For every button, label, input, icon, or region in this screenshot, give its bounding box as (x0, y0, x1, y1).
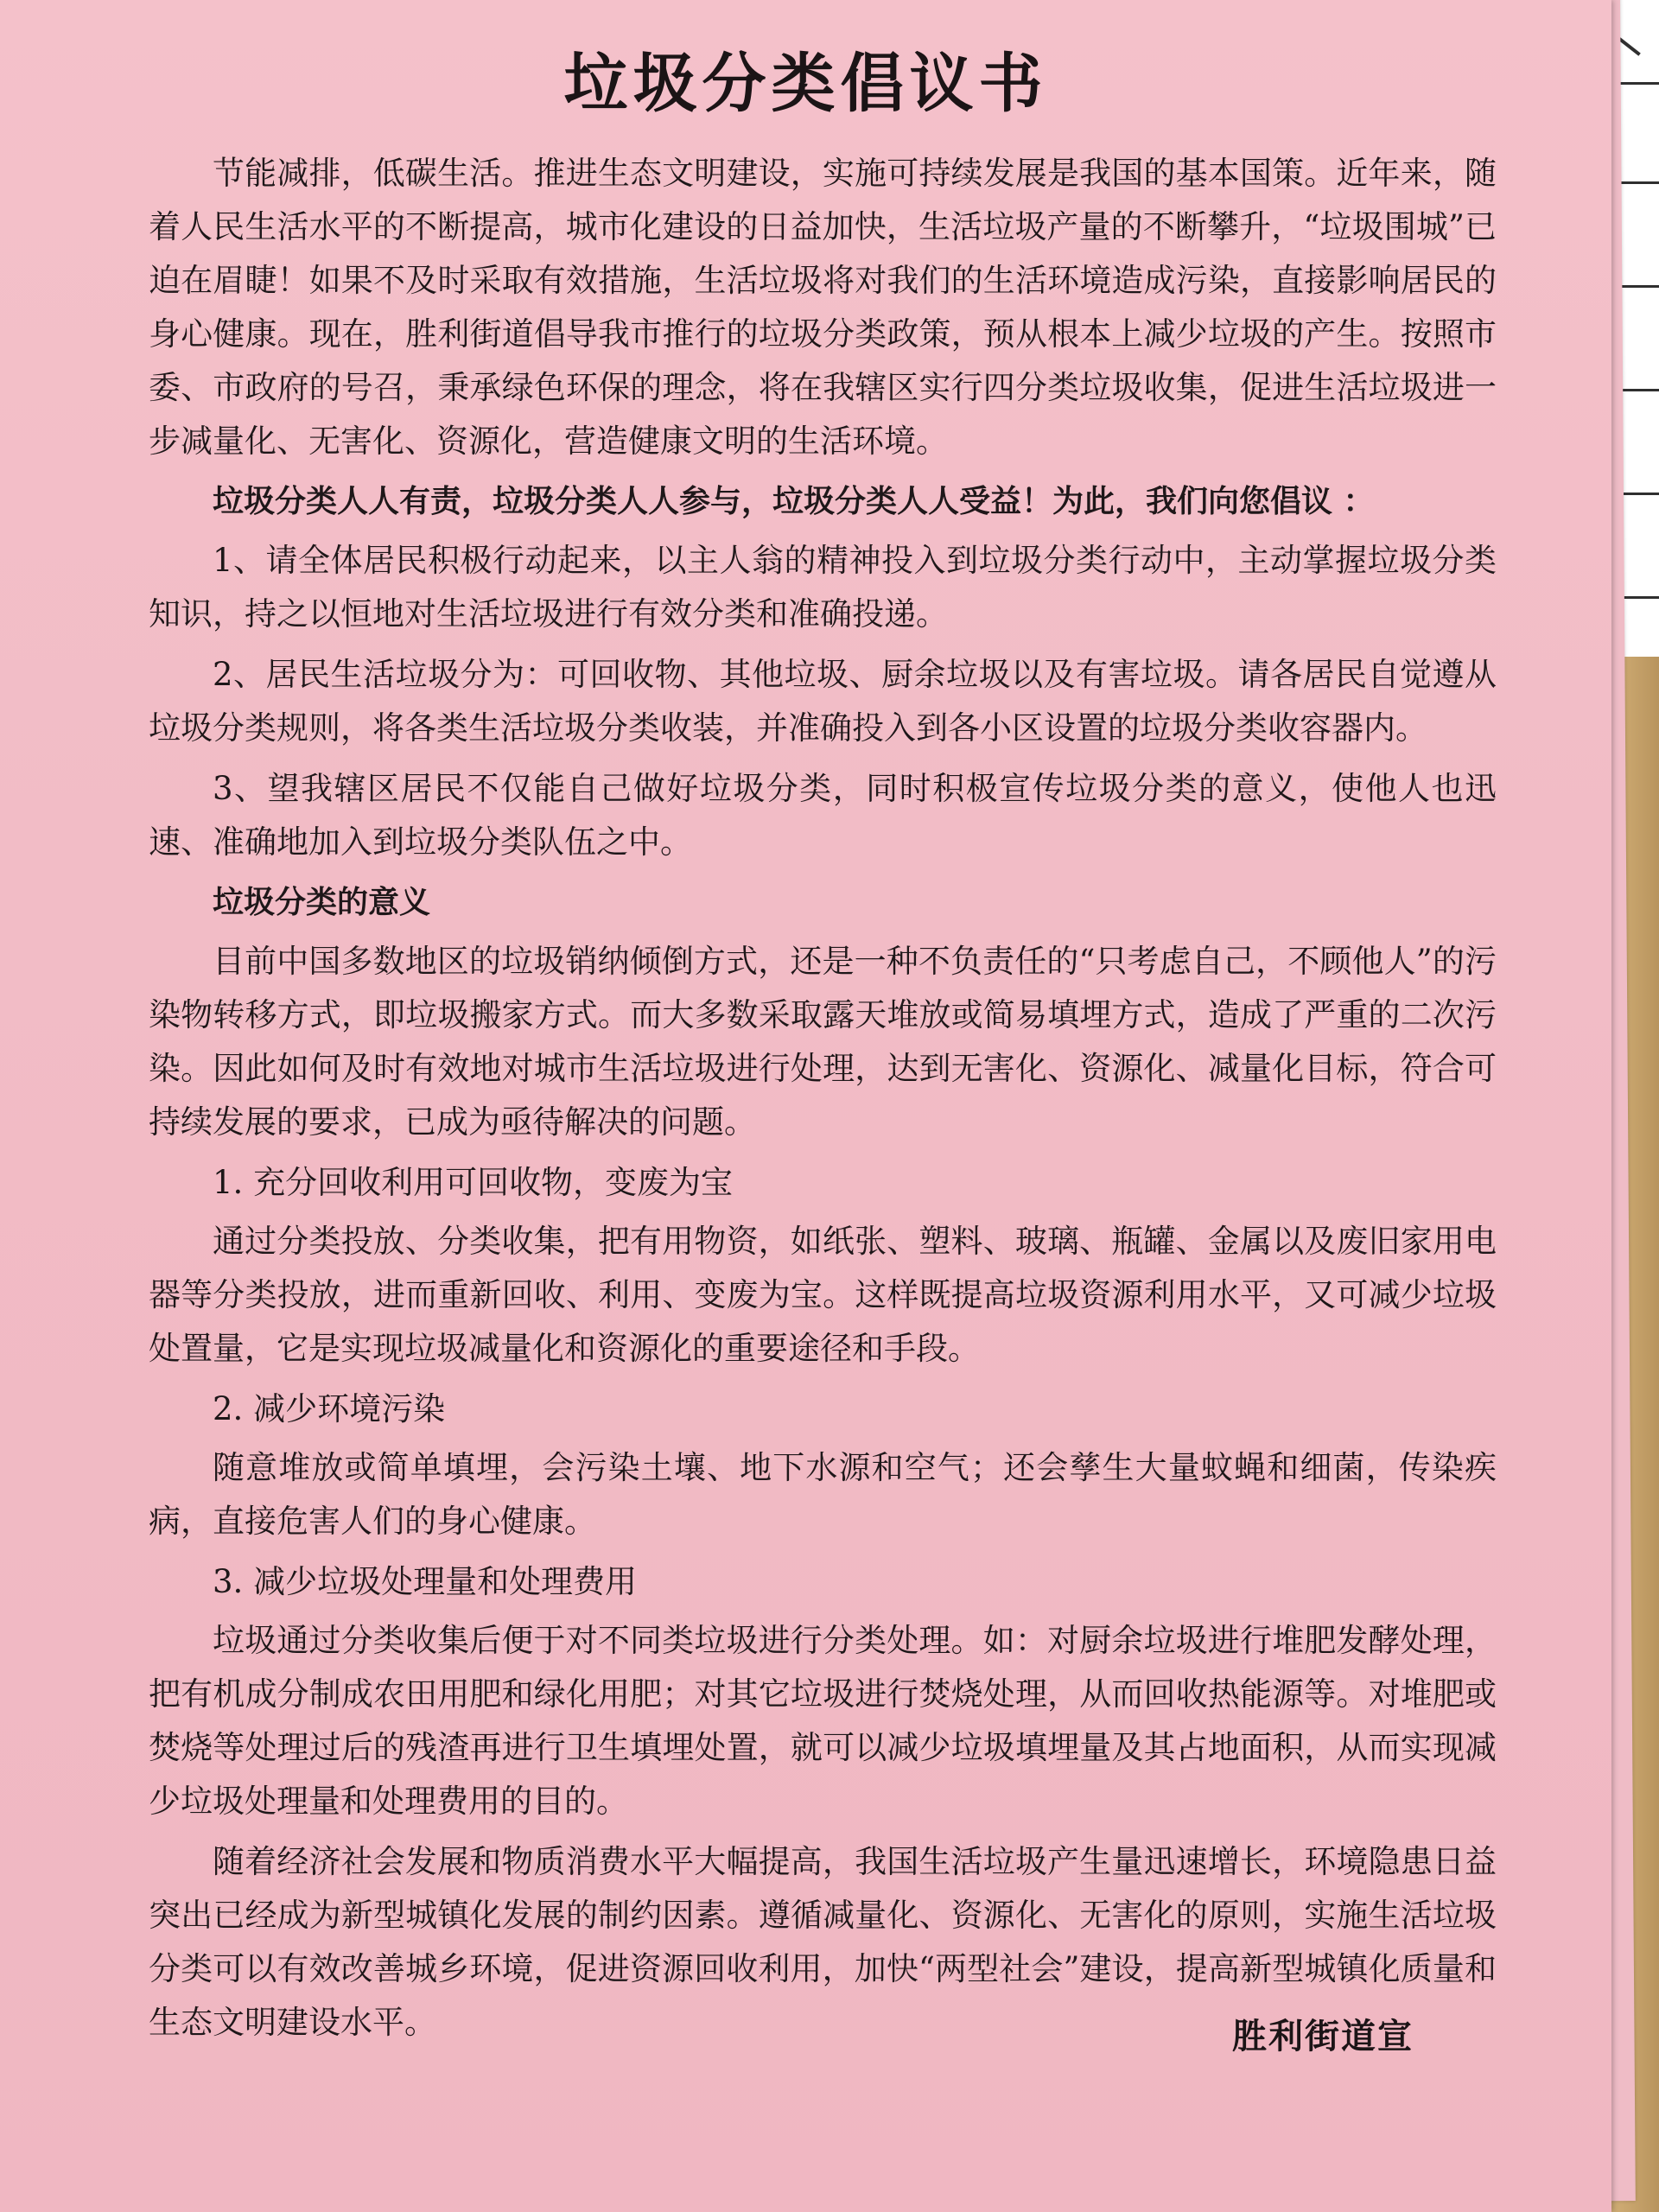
call-to-action-heading: 垃圾分类人人有责，垃圾分类人人参与，垃圾分类人人受益！为此，我们向您倡议 ： (213, 484, 1375, 519)
intro-paragraph: 节能减排，低碳生活。推进生态文明建设，实施可持续发展是我国的基本国策。近年来，随着人民生活水平的不断提高，城市化建设的日益加快，生活垃圾产量的不断攀升，“垃圾围城”已迫在眉睫！如果不及时采取有效措施，生活垃圾将对我们的生活环境造成污染，直接影响居民的身心健康。现在，胜利街道倡导我市推行的垃圾分类政策，预从根本上减少垃圾的产生。按照市委、市政府的号召，秉承绿色环保的理念，将在我辖区实行四分类垃圾收集，促进生活垃圾进一步减量化、无害化、资源化，营造健康文明的生活环境。 (149, 155, 1497, 460)
document-body (149, 147, 1497, 2056)
pollution-paragraph: 随意堆放或简单填埋，会污染土壤、地下水源和空气；还会孳生大量蚊蝇和细菌，传染疾病，直接危害人们的身心健康。 (149, 1449, 1497, 1540)
proposal-item-1: 1、请全体居民积极行动起来，以主人翁的精神投入到垃圾分类行动中，主动掌握垃圾分类知识，持之以恒地对生活垃圾进行有效分类和准确投递。 (149, 542, 1497, 632)
cost-paragraph: 垃圾通过分类收集后便于对不同类垃圾进行分类处理。如：对厨余垃圾进行堆肥发酵处理，把有机成分制成农田用肥和绿化用肥；对其它垃圾进行焚烧处理，从而回收热能源等。对堆肥或焚烧等处理过后的残渣再进行卫生填埋处置，就可以减少垃圾填埋量及其占地面积，从而实现减少垃圾处理量和处理费用的目的。 (149, 1622, 1497, 1820)
document-title: 垃圾分类倡议书 (563, 47, 1048, 121)
proposal-item-3: 3、望我辖区居民不仅能自己做好垃圾分类，同时积极宣传垃圾分类的意义，使他人也迅速、准确地加入到垃圾分类队伍之中。 (149, 770, 1497, 861)
subheading-pollution: 2. 减少环境污染 (213, 1390, 446, 1427)
subheading-recycle: 1. 充分回收利用可回收物，变废为宝 (213, 1164, 734, 1201)
closing-paragraph: 随着经济社会发展和物质消费水平大幅提高，我国生活垃圾产生量迅速增长，环境隐患日益突出已经成为新型城镇化发展的制约因素。遵循减量化、资源化、无害化的原则，实施生活垃圾分类可以有效改善城乡环境，促进资源回收利用，加快“两型社会”建设，提高新型城镇化质量和生态文明建设水平。 (149, 1843, 1497, 2041)
recycle-paragraph: 通过分类投放、分类收集，把有用物资，如纸张、塑料、玻璃、瓶罐、金属以及废旧家用电器等分类投放，进而重新回收、利用、变废为宝。这样既提高垃圾资源利用水平，又可减少垃圾处置量，它是实现垃圾减量化和资源化的重要途径和手段。 (149, 1223, 1497, 1367)
significance-paragraph: 目前中国多数地区的垃圾销纳倾倒方式，还是一种不负责任的“只考虑自己，不顾他人”的污染物转移方式，即垃圾搬家方式。而大多数采取露天堆放或简易填埋方式，造成了严重的二次污染。因此如何及时有效地对城市生活垃圾进行处理，达到无害化、资源化、减量化目标，符合可持续发展的要求，已成为亟待解决的问题。 (149, 943, 1497, 1141)
signature: 胜利街道宣 (1232, 2017, 1414, 2056)
subheading-cost: 3. 减少垃圾处理量和处理费用 (213, 1563, 638, 1600)
significance-heading: 垃圾分类的意义 (213, 885, 431, 920)
proposal-item-2: 2、居民生活垃圾分为：可回收物、其他垃圾、厨余垃圾以及有害垃圾。请各居民自觉遵从垃圾分类规则，将各类生活垃圾分类收装，并准确投入到各小区设置的垃圾分类收容器内。 (149, 656, 1497, 747)
